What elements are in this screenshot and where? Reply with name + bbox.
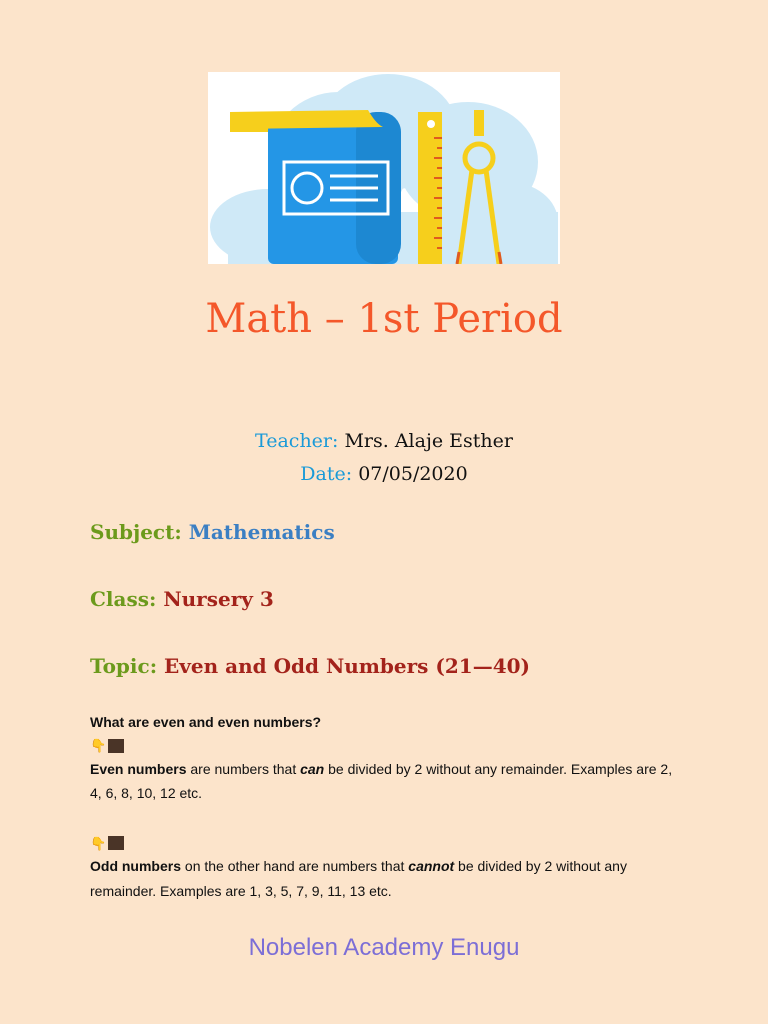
brown-square-icon bbox=[108, 836, 124, 850]
date-label: Date: bbox=[300, 463, 353, 485]
question-heading: What are even and even numbers? bbox=[90, 714, 322, 730]
date-line bbox=[0, 463, 768, 485]
page-title: Math – 1st Period bbox=[205, 296, 563, 342]
subject-value: Mathematics bbox=[188, 520, 335, 544]
odd-term: Odd numbers bbox=[90, 858, 182, 874]
even-section bbox=[90, 710, 680, 806]
topic-label: Topic: bbox=[90, 654, 158, 678]
even-post: be divided by 2 without any remainder. Examples are 2, 4, 6, 8, 10, 12 etc. bbox=[90, 760, 673, 801]
date-value: 07/05/2020 bbox=[358, 463, 468, 485]
even-definition bbox=[90, 757, 680, 806]
school-name: Nobelen Academy Enugu bbox=[248, 934, 520, 961]
subject-field bbox=[90, 520, 335, 544]
ruler-icon bbox=[418, 112, 442, 264]
pointing-down-hand-icon: 👇 bbox=[90, 835, 107, 851]
teacher-value: Mrs. Alaje Esther bbox=[344, 430, 513, 452]
odd-section bbox=[90, 832, 680, 903]
subject-label: Subject: bbox=[90, 520, 182, 544]
odd-pre: on the other hand are numbers that bbox=[181, 858, 409, 874]
pointing-down-hand-icon: 👇 bbox=[90, 738, 107, 753]
topic-value: Even and Odd Numbers (21—40) bbox=[164, 654, 530, 678]
school-supplies-illustration bbox=[208, 72, 560, 264]
class-label: Class: bbox=[90, 587, 157, 611]
even-emphasis: can bbox=[300, 760, 325, 777]
header-illustration bbox=[208, 72, 560, 264]
class-value: Nursery 3 bbox=[163, 587, 274, 611]
odd-definition bbox=[90, 854, 680, 903]
even-term: Even numbers bbox=[90, 760, 187, 777]
pointer-row bbox=[90, 735, 680, 757]
brown-square-icon bbox=[108, 739, 124, 753]
pointer-row bbox=[90, 832, 680, 854]
class-field bbox=[90, 587, 274, 611]
odd-emphasis: cannot bbox=[408, 858, 455, 874]
even-pre: are numbers that bbox=[186, 760, 301, 777]
topic-field bbox=[90, 654, 530, 678]
teacher-label: Teacher: bbox=[255, 430, 339, 452]
teacher-line bbox=[0, 430, 768, 452]
odd-post: be divided by 2 without any remainder. Examples are 1, 3, 5, 7, 9, 11, 13 etc. bbox=[90, 858, 627, 899]
